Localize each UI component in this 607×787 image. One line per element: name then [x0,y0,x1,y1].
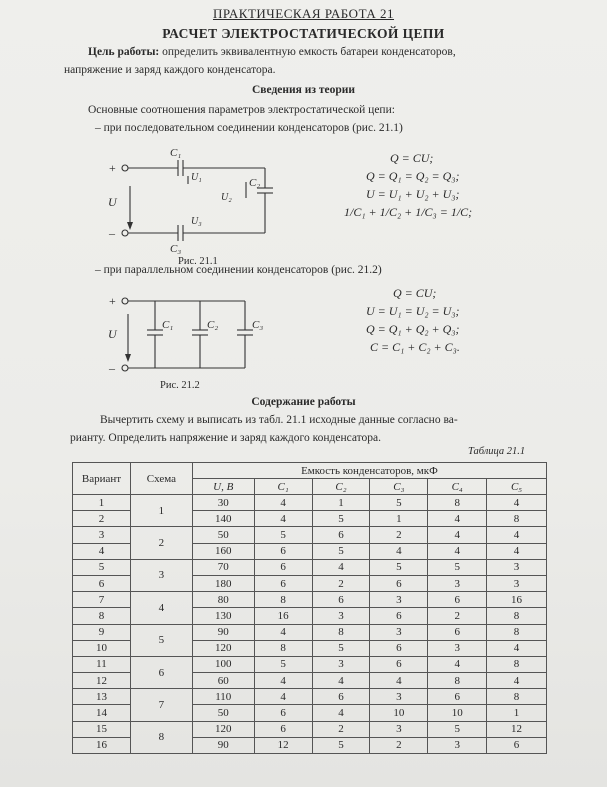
series-circuit-diagram [100,142,280,267]
header-c2: C₂ [312,479,370,495]
capacitance-cell-c1: 4 [254,689,312,705]
capacitance-cell-c2: 4 [312,559,370,575]
goal-text: определить эквивалентную емкость батареи конденсаторов, [159,46,456,58]
scheme-cell: 8 [130,721,192,753]
goal-line-2: напряжение и заряд каждого конденсатора. [64,64,276,76]
goal-label: Цель работы: [88,46,160,58]
parallel-u-label: U [108,327,117,341]
variant-cell: 15 [73,721,131,737]
capacitance-cell-c1: 6 [254,705,312,721]
capacitance-cell-c3: 2 [370,737,428,753]
capacitance-cell-c1: 12 [254,737,312,753]
table-row [73,592,547,608]
voltage-cell: 70 [192,559,254,575]
capacitance-cell-c5: 4 [487,527,547,543]
variant-cell: 1 [73,495,131,511]
voltage-cell: 50 [192,705,254,721]
header-voltage: U, В [192,479,254,495]
capacitance-cell-c2: 6 [312,592,370,608]
parallel-formula-2: U = U₁ = U₂ = U₃; [366,304,460,318]
table-row [73,689,547,705]
capacitance-cell-c5: 3 [487,575,547,591]
scheme-cell: 1 [130,495,192,527]
header-variant: Вариант [73,463,131,495]
variant-cell: 16 [73,737,131,753]
capacitance-cell-c3: 3 [370,624,428,640]
capacitance-cell-c2: 5 [312,640,370,656]
fig1-caption: Рис. 21.1 [178,256,218,267]
voltage-cell: 130 [192,608,254,624]
voltage-cell: 160 [192,543,254,559]
scheme-cell: 4 [130,592,192,624]
capacitance-cell-c3: 6 [370,640,428,656]
capacitance-cell-c3: 6 [370,575,428,591]
header-c4: C₄ [428,479,487,495]
capacitance-cell-c3: 4 [370,543,428,559]
capacitance-cell-c1: 5 [254,656,312,672]
series-plus-label: + [109,161,116,175]
series-u2-label: U₂ [221,192,232,203]
capacitance-cell-c1: 4 [254,673,312,689]
table-row [73,527,547,543]
variant-cell: 12 [73,673,131,689]
parallel-minus-label: – [109,361,115,375]
capacitance-cell-c2: 5 [312,511,370,527]
capacitor-data-table [72,462,547,754]
table-caption: Таблица 21.1 [468,446,526,457]
capacitance-cell-c4: 3 [428,575,487,591]
capacitance-cell-c2: 1 [312,495,370,511]
capacitance-cell-c4: 6 [428,592,487,608]
capacitance-cell-c4: 4 [428,656,487,672]
parallel-formula-4: C = C₁ + C₂ + C₃. [370,340,460,354]
capacitance-cell-c4: 6 [428,689,487,705]
series-c1-label: C₁ [170,147,182,159]
capacitance-cell-c4: 10 [428,705,487,721]
variant-cell: 7 [73,592,131,608]
capacitance-cell-c4: 5 [428,721,487,737]
theory-heading: Сведения из теории [251,84,355,96]
series-u1-label: U₁ [191,172,202,183]
voltage-cell: 30 [192,495,254,511]
parallel-plus-label: + [109,294,116,308]
capacitance-cell-c4: 6 [428,624,487,640]
capacitance-cell-c2: 4 [312,705,370,721]
capacitance-cell-c2: 8 [312,624,370,640]
capacitance-cell-c5: 16 [487,592,547,608]
capacitance-cell-c4: 2 [428,608,487,624]
header-scheme: Схема [130,463,192,495]
series-u-label: U [108,195,117,209]
voltage-cell: 120 [192,721,254,737]
voltage-cell: 80 [192,592,254,608]
variant-cell: 4 [73,543,131,559]
series-formula-4: 1/C₁ + 1/C₂ + 1/C₃ = 1/C; [344,205,473,219]
parallel-c2-label: C₂ [207,319,219,331]
capacitance-cell-c3: 6 [370,608,428,624]
table-body [73,495,547,754]
capacitance-cell-c4: 4 [428,511,487,527]
parallel-text: – при параллельном соединении конденсаторов (рис. 21.2) [95,264,382,276]
capacitance-cell-c2: 3 [312,608,370,624]
variant-cell: 3 [73,527,131,543]
capacitance-cell-c5: 4 [487,543,547,559]
parallel-c1-label: C₁ [162,319,174,331]
capacitance-cell-c1: 4 [254,495,312,511]
voltage-cell: 110 [192,689,254,705]
header-c1: C₁ [254,479,312,495]
series-c2-label: C₂ [249,177,261,189]
series-minus-label: – [109,226,115,240]
capacitance-cell-c4: 3 [428,640,487,656]
series-text: – при последовательном соединении конденсаторов (рис. 21.1) [95,122,403,134]
series-c3-label: C₃ [170,243,182,255]
capacitance-cell-c3: 2 [370,527,428,543]
variant-cell: 14 [73,705,131,721]
series-formula-2: Q = Q₁ = Q₂ = Q₃; [366,169,460,183]
parallel-formula-3: Q = Q₁ + Q₂ + Q₃; [366,322,460,336]
variant-cell: 10 [73,640,131,656]
scheme-cell: 2 [130,527,192,559]
capacitance-cell-c1: 4 [254,511,312,527]
capacitance-cell-c5: 4 [487,495,547,511]
capacitance-cell-c1: 6 [254,721,312,737]
goal-line-1 [88,46,456,58]
capacitance-cell-c1: 6 [254,575,312,591]
capacitance-cell-c2: 2 [312,575,370,591]
capacitance-cell-c5: 1 [487,705,547,721]
variant-cell: 2 [73,511,131,527]
capacitance-cell-c2: 4 [312,673,370,689]
capacitance-cell-c1: 6 [254,543,312,559]
topic-title: РАСЧЕТ ЭЛЕКТРОСТАТИЧЕСКОЙ ЦЕПИ [162,26,445,41]
table-row [73,656,547,672]
parallel-c3-label: C₃ [252,319,264,331]
variant-cell: 5 [73,559,131,575]
capacitance-cell-c3: 4 [370,673,428,689]
capacitance-cell-c3: 5 [370,495,428,511]
series-formula-3: U = U₁ + U₂ + U₃; [366,187,460,201]
capacitance-cell-c4: 3 [428,737,487,753]
fig2-caption: Рис. 21.2 [160,380,200,391]
task-line-1: Вычертить схему и выписать из табл. 21.1 исходные данные согласно ва- [100,414,458,426]
capacitance-cell-c5: 12 [487,721,547,737]
capacitance-cell-c4: 4 [428,527,487,543]
header-c3: C₃ [370,479,428,495]
capacitance-cell-c2: 6 [312,527,370,543]
table-row [73,624,547,640]
capacitance-cell-c3: 10 [370,705,428,721]
table-row [73,495,547,511]
capacitance-cell-c1: 6 [254,559,312,575]
table-row [73,721,547,737]
voltage-cell: 180 [192,575,254,591]
capacitance-cell-c3: 5 [370,559,428,575]
variant-cell: 11 [73,656,131,672]
capacitance-cell-c2: 6 [312,689,370,705]
capacitance-cell-c4: 5 [428,559,487,575]
capacitance-cell-c1: 16 [254,608,312,624]
work-title: ПРАКТИЧЕСКАЯ РАБОТА 21 [212,6,395,21]
scheme-cell: 6 [130,656,192,688]
capacitance-cell-c2: 2 [312,721,370,737]
task-line-2: рианту. Определить напряжение и заряд каждого конденсатора. [70,432,382,444]
series-formula-1: Q = CU; [390,151,434,165]
variant-cell: 8 [73,608,131,624]
capacitance-cell-c2: 5 [312,543,370,559]
header-capacitance-group: Емкость конденсаторов, мкФ [192,463,546,479]
scheme-cell: 5 [130,624,192,656]
voltage-cell: 50 [192,527,254,543]
theory-intro: Основные соотношения параметров электростатической цепи: [88,104,395,116]
variant-cell: 9 [73,624,131,640]
header-c5: C₅ [487,479,547,495]
voltage-cell: 90 [192,624,254,640]
capacitance-cell-c5: 8 [487,511,547,527]
parallel-formula-1: Q = CU; [393,286,437,300]
capacitance-cell-c2: 5 [312,737,370,753]
capacitance-cell-c1: 4 [254,624,312,640]
work-content-heading: Содержание работы [251,396,356,408]
capacitance-cell-c5: 8 [487,608,547,624]
voltage-cell: 100 [192,656,254,672]
capacitance-cell-c5: 4 [487,640,547,656]
capacitance-cell-c3: 3 [370,592,428,608]
variant-cell: 6 [73,575,131,591]
capacitance-cell-c1: 5 [254,527,312,543]
variant-cell: 13 [73,689,131,705]
capacitance-cell-c1: 8 [254,592,312,608]
capacitance-cell-c1: 8 [254,640,312,656]
voltage-cell: 90 [192,737,254,753]
scheme-cell: 7 [130,689,192,721]
capacitance-cell-c5: 8 [487,689,547,705]
capacitance-cell-c3: 3 [370,721,428,737]
voltage-cell: 120 [192,640,254,656]
capacitance-cell-c3: 1 [370,511,428,527]
capacitance-cell-c5: 6 [487,737,547,753]
capacitance-cell-c4: 8 [428,495,487,511]
capacitance-cell-c3: 3 [370,689,428,705]
capacitance-cell-c4: 4 [428,543,487,559]
capacitance-cell-c4: 8 [428,673,487,689]
table-row [73,559,547,575]
scheme-cell: 3 [130,559,192,591]
parallel-circuit-diagram [100,284,280,392]
capacitance-cell-c3: 6 [370,656,428,672]
capacitance-cell-c5: 8 [487,624,547,640]
series-u3-label: U₃ [191,216,202,227]
voltage-cell: 140 [192,511,254,527]
voltage-cell: 60 [192,673,254,689]
capacitance-cell-c5: 8 [487,656,547,672]
capacitance-cell-c5: 4 [487,673,547,689]
capacitance-cell-c5: 3 [487,559,547,575]
capacitance-cell-c2: 3 [312,656,370,672]
